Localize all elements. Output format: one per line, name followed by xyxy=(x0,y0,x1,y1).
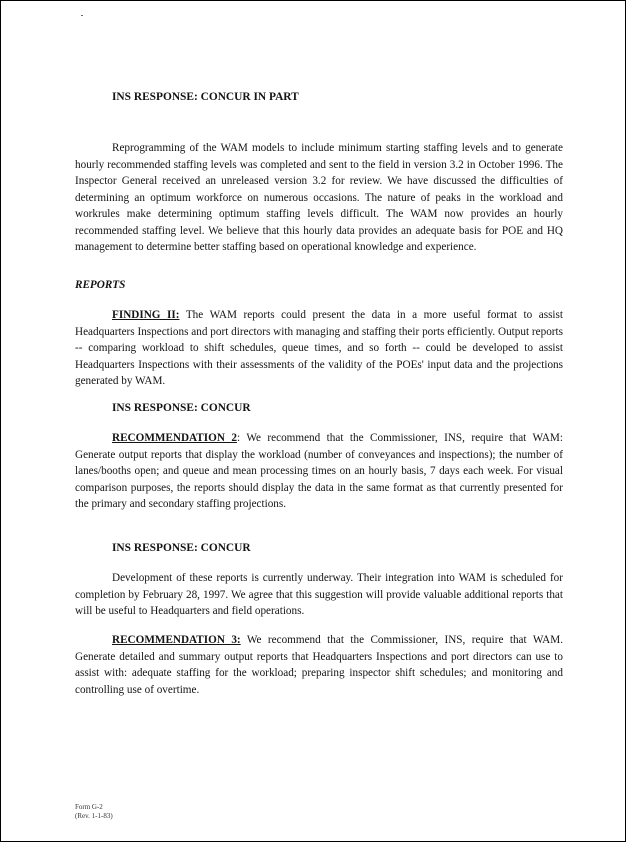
paragraph-recommendation-2 xyxy=(75,430,563,513)
form-revision: (Rev. 1-1-83) xyxy=(75,812,113,820)
recommendation-3-label: RECOMMENDATION 3: xyxy=(112,634,241,646)
finding-ii-label: FINDING II: xyxy=(112,309,180,321)
section-title-reports: REPORTS xyxy=(75,279,126,291)
paragraph-development: Development of these reports is currently underway. Their integration into WAM is scheduled for completion by February 28, 1997. We agree that this suggestion will provide valuable additional reports that will be useful to Headquarters and field operations. xyxy=(75,572,563,617)
recommendation-3-text: We recommend that the Commissioner, INS, require that WAM. Generate detailed and summary output reports that Headquarters Inspections and port directors can use to assist with: adequate staffing for the workload; preparing inspector shift schedules; and monitoring and controlling use of overtime. xyxy=(75,634,563,696)
form-footer xyxy=(75,803,113,821)
heading-ins-response-concur-1: INS RESPONSE: CONCUR xyxy=(112,402,251,414)
paragraph-reprogramming: Reprogramming of the WAM models to include minimum starting staffing levels and to generate hourly recommended staffing levels was completed and sent to the field in version 3.2 in October 1996. The Inspector General received an unreleased version 3.2 for review. We have discussed the difficulties of determining an optimum workforce on numerous occasions. The nature of peaks in the workload and workrules make determining optimum staffing levels difficult. The WAM now provides an hourly recommended staffing level. We believe that this hourly data provides an adequate basis for POE and HQ management to determine better staffing based on operational knowledge and experience. xyxy=(75,142,563,253)
recommendation-2-label: RECOMMENDATION 2 xyxy=(112,432,237,444)
recommendation-2-text: : We recommend that the Commissioner, INS, require that WAM: Generate output reports that display the workload (number of conveyances and inspections); the number of lanes/booths open; and queue and mean processing times on an hourly basis, 7 days each week. For visual comparison purposes, the reports should display the data in the same format as that currently presented for the primary and secondary staffing projections. xyxy=(75,432,563,510)
heading-ins-response-concur-in-part: INS RESPONSE: CONCUR IN PART xyxy=(112,91,299,103)
heading-ins-response-concur-2: INS RESPONSE: CONCUR xyxy=(112,542,251,554)
form-number: Form G-2 xyxy=(75,803,103,811)
scan-speck xyxy=(81,15,83,16)
paragraph-finding-ii xyxy=(75,307,563,390)
finding-ii-text: The WAM reports could present the data in a more useful format to assist Headquarters Inspections and port directors with managing and staffing their ports efficiently. Output reports -- comparing workload to shift schedules, queue times, and so forth -- could be developed to assist Headquarters Inspections with their assessments of the validity of the POEs' input data and the projections generated by WAM. xyxy=(75,309,563,387)
paragraph-recommendation-3 xyxy=(75,632,563,698)
